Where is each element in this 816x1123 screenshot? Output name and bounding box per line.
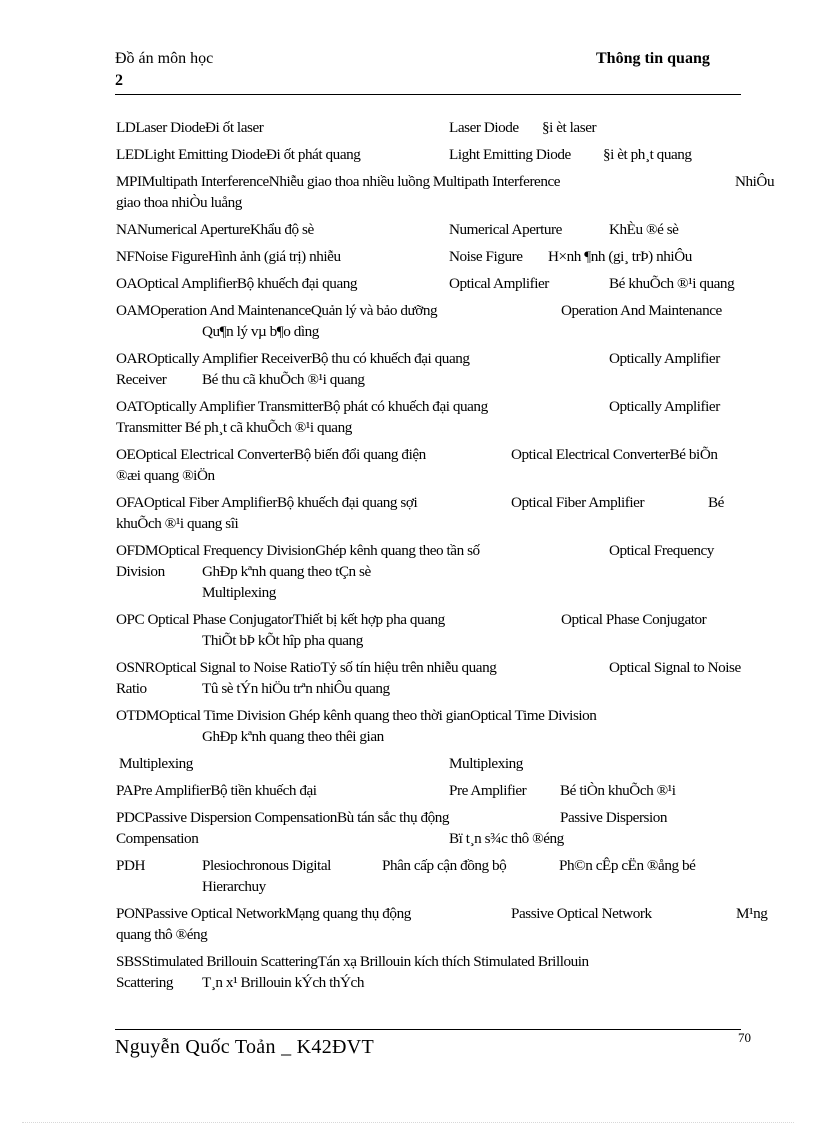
glossary-segment: OTDMOptical Time Division Ghép kênh quang theo thời gianOptical Time Division [116,707,597,724]
glossary-segment: OATOptically Amplifier TransmitterBộ phát có khuếch đại quang [116,398,488,415]
glossary-line [116,540,776,561]
glossary-segment: Ph©n cÊp cËn ®ång bé [559,857,696,874]
glossary-segment: OFDMOptical Frequency DivisionGhép kênh quang theo tần số [116,542,480,559]
header-number: 2 [115,72,123,89]
footer-rule [115,1029,741,1030]
glossary-segment: §i èt laser [542,119,597,136]
glossary-segment: Compensation [116,830,199,847]
glossary-segment: PDH [116,857,146,874]
glossary-segment: Tû sè tÝn hiÖu trªn nhiÔu quang [202,680,390,697]
glossary-segment: Operation And Maintenance [561,302,722,319]
glossary-line [116,348,776,369]
glossary-segment: OEOptical Electrical ConverterBộ biến đổi quang điện [116,446,426,463]
glossary-segment: giao thoa nhiÒu luång [116,194,242,211]
glossary-segment: OPC Optical Phase ConjugatorThiết bị kết hợp pha quang [116,611,445,628]
glossary-segment: Optical Frequency [609,542,714,559]
glossary-body [116,117,776,993]
glossary-segment: GhÐp kªnh quang theo thêi gian [202,728,384,745]
glossary-line [116,753,776,774]
glossary-line [116,192,776,213]
glossary-segment: khuÕch ®¹i quang sîi [116,515,239,532]
glossary-line [116,630,776,651]
glossary-line [116,465,776,486]
glossary-line [116,321,776,342]
glossary-segment: Receiver [116,371,167,388]
glossary-segment: Multiplexing [202,584,276,601]
glossary-segment: Bï t¸n s¾c thô ®éng [449,830,564,847]
footer-author: Nguyễn Quốc Toản _ K42ĐVT [115,1036,375,1058]
glossary-segment: ®æi quang ®iÖn [116,467,215,484]
glossary-segment: Optical Phase Conjugator [561,611,707,628]
glossary-segment: OAOptical AmplifierBộ khuếch đại quang [116,275,358,292]
glossary-line [116,807,776,828]
glossary-line [116,903,776,924]
glossary-segment: ThiÕt bÞ kÕt hîp pha quang [202,632,363,649]
glossary-segment: Optical Electrical ConverterBé biÕn [511,446,718,463]
glossary-segment: Bé thu cã khuÕch ®¹i quang [202,371,365,388]
glossary-line [116,492,776,513]
glossary-line [116,705,776,726]
glossary-segment: Multiplexing [119,755,193,772]
glossary-line [116,726,776,747]
glossary-segment: PDCPassive Dispersion CompensationBù tán sắc thụ động [116,809,450,826]
glossary-segment: NANumerical ApertureKhẩu độ sè [116,221,314,238]
glossary-segment: PONPassive Optical NetworkMạng quang thụ động [116,905,411,922]
glossary-segment: Transmitter Bé ph¸t cã khuÕch ®¹i quang [116,419,352,436]
glossary-segment: T¸n x¹ Brillouin kÝch thÝch [202,974,364,991]
glossary-segment: GhÐp kªnh quang theo tÇn sè [202,563,371,580]
glossary-segment: Bé tiÒn khuÕch ®¹i [560,782,676,799]
glossary-segment: Optical Fiber Amplifier [511,494,645,511]
glossary-segment: Phân cấp cận đồng bộ [382,857,507,874]
glossary-line [116,144,776,165]
glossary-line [116,300,776,321]
glossary-line [116,828,776,849]
glossary-line [116,876,776,897]
glossary-line [116,246,776,267]
glossary-segment: KhÈu ®é sè [609,221,679,238]
glossary-segment: SBSStimulated Brillouin ScatteringTán xạ Brillouin kích thích Stimulated Brillouin [116,953,589,970]
glossary-segment: Optically Amplifier [609,398,720,415]
glossary-segment: NhiÔu [735,173,775,190]
glossary-segment: Optical Signal to Noise [609,659,741,676]
glossary-segment: Bé [708,494,724,511]
glossary-segment: OFAOptical Fiber AmplifierBộ khuếch đại quang sợi [116,494,418,511]
page-number: 70 [738,1030,751,1045]
glossary-segment: NFNoise FigureHình ảnh (giá trị) nhiễu [116,248,341,265]
glossary-segment: Bé khuÕch ®¹i quang [609,275,735,292]
glossary-segment: Light Emitting Diode [449,146,571,163]
glossary-segment: Optically Amplifier [609,350,720,367]
header-left-title: Đồ án môn học [115,50,214,67]
glossary-segment: Scattering [116,974,174,991]
glossary-line [116,444,776,465]
glossary-segment: Numerical Aperture [449,221,562,238]
glossary-line [116,582,776,603]
glossary-line [116,657,776,678]
glossary-segment: Division [116,563,165,580]
glossary-line [116,369,776,390]
glossary-segment: Pre Amplifier [449,782,527,799]
glossary-line [116,396,776,417]
glossary-segment: Passive Dispersion [560,809,668,826]
glossary-line [116,972,776,993]
glossary-segment: Hierarchuy [202,878,266,895]
glossary-segment: Optical Amplifier [449,275,549,292]
header-rule [115,94,741,95]
glossary-line [116,171,776,192]
glossary-segment: §i èt ph¸t quang [603,146,692,163]
glossary-line [116,273,776,294]
glossary-line [116,561,776,582]
glossary-line [116,855,776,876]
glossary-segment: Passive Optical Network [511,905,652,922]
glossary-line [116,609,776,630]
glossary-segment: M¹ng [736,905,768,922]
glossary-segment: Plesiochronous Digital [202,857,331,874]
glossary-segment: OSNROptical Signal to Noise RatioTỷ số tín hiệu trên nhiễu quang [116,659,497,676]
glossary-line [116,219,776,240]
glossary-segment: Qu¶n lý vµ b¶o dìng [202,323,319,340]
glossary-segment: Ratio [116,680,147,697]
glossary-segment: OAROptically Amplifier ReceiverBộ thu có khuếch đại quang [116,350,470,367]
glossary-line [116,924,776,945]
glossary-line [116,780,776,801]
glossary-segment: Multiplexing [449,755,523,772]
glossary-line [116,117,776,138]
glossary-line [116,513,776,534]
glossary-segment: MPIMultipath InterferenceNhiễu giao thoa nhiều luồng Multipath Interference [116,173,561,190]
glossary-segment: LDLaser DiodeĐi ốt laser [116,119,264,136]
glossary-line [116,417,776,438]
glossary-segment: quang thô ®éng [116,926,208,943]
glossary-line [116,678,776,699]
glossary-segment: PAPre AmplifierBộ tiền khuếch đại [116,782,317,799]
glossary-segment: OAMOperation And MaintenanceQuản lý và bảo dưỡng [116,302,438,319]
glossary-line [116,951,776,972]
header-right-title: Thông tin quang [596,50,710,67]
glossary-segment: Laser Diode [449,119,519,136]
glossary-segment: LEDLight Emitting DiodeĐi ốt phát quang [116,146,361,163]
glossary-segment: Noise Figure [449,248,523,265]
glossary-segment: H×nh ¶nh (gi¸ trÞ) nhiÔu [548,248,692,265]
